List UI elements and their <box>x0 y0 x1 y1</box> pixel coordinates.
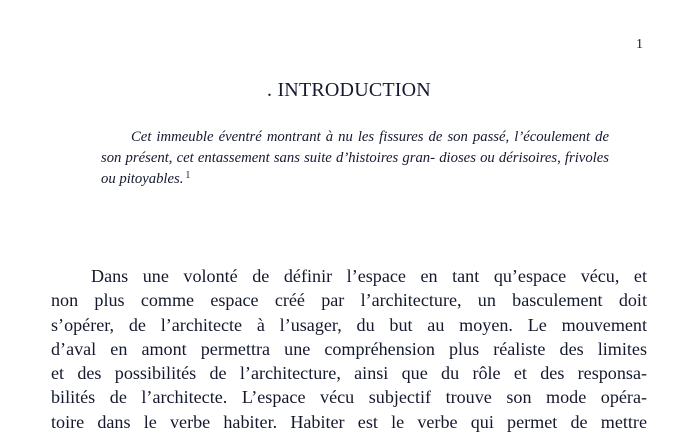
body-line: bilités de l’architecte. L’espace vécu subjectif trouve son mode opéra- <box>51 387 647 408</box>
epigraph-line: Cet immeuble éventré montrant à nu les fissures de son passé, <box>131 129 510 145</box>
epigraph-line: l’écoulement de son présent, cet entassement sans suite d’histoires gran- <box>101 129 609 166</box>
body-line: s’opérer, de l’architecte à l’usager, du but au moyen. Le mouvement <box>51 314 647 335</box>
body-paragraph <box>51 264 647 434</box>
body-line: Dans une volonté de définir l’espace en tant qu’espace vécu, et <box>91 266 647 286</box>
section-heading: . INTRODUCTION <box>267 79 431 101</box>
body-line: non plus comme espace créé par l’architecture, un basculement doit <box>51 290 647 311</box>
epigraph-line: dioses ou dérisoires, frivoles ou pitoyables. <box>101 150 609 187</box>
body-line: et des possibilités de l’architecture, ainsi que du rôle et des responsa- <box>51 363 647 384</box>
epigraph-quote <box>101 127 609 190</box>
body-line: toire dans le verbe habiter. Habiter est le verbe qui permet de mettre <box>51 411 647 432</box>
page-number: 1 <box>636 37 643 52</box>
body-line: d’aval en amont permettra une compréhension plus réaliste des limites <box>51 338 647 359</box>
footnote-reference[interactable]: 1 <box>185 170 191 181</box>
